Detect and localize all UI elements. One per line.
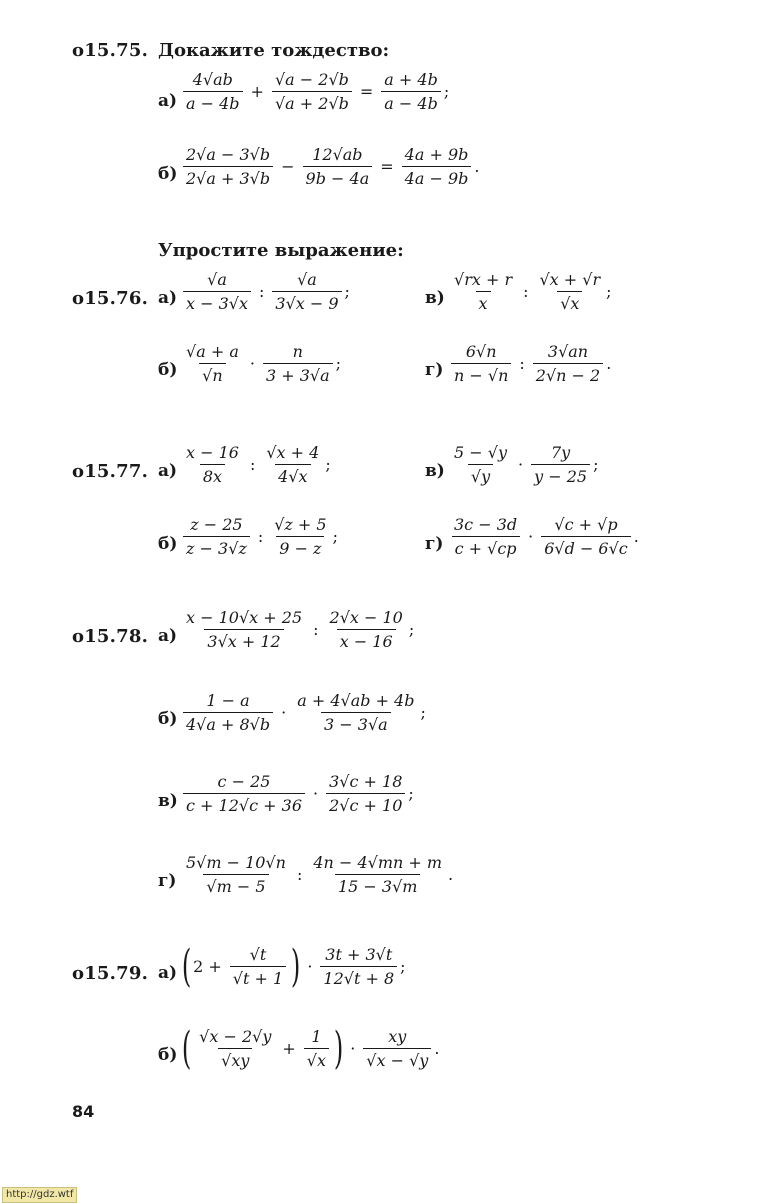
fraction: $\frac{√a - 2√b}{√a + 2√b}$: [272, 72, 352, 112]
item-label: а): [158, 963, 178, 983]
expression-15-78-a: $\frac{x - 10√x + 25}{3√x + 12}$ : $\frac{2√x - 10}{x - 16}$ ;: [186, 608, 415, 651]
item-label: б): [158, 360, 178, 380]
expression-15-78-b: $\frac{1 - a}{4√a + 8√b}$ · $\frac{a + 4√ab + 4b}{3 - 3√a}$ ;: [180, 693, 426, 733]
problem-number-15-79: o15.79.: [72, 963, 149, 984]
expression-15-77-v: $\frac{5 - √y}{√y}$ · $\frac{7y}{y - 25}$ ;: [454, 443, 599, 486]
item-label: г): [158, 871, 177, 891]
fraction: $\frac{4√ab}{a - 4b}$: [183, 72, 243, 112]
item-label: а): [158, 91, 178, 111]
item-label: в): [425, 461, 445, 481]
item-label: г): [425, 534, 444, 554]
fraction: $\frac{a + 4b}{a - 4b}$: [381, 72, 441, 112]
item-label: г): [425, 360, 444, 380]
item-label: в): [158, 791, 178, 811]
expression-15-79-b: ( $\frac{√x - 2√y}{√xy}$ + $\frac{1}{√x}$ ) · $\frac{xy}{√x - √y}$ .: [181, 1023, 440, 1074]
item-label: б): [158, 1045, 178, 1065]
expression-15-78-g: $\frac{5√m - 10√n}{√m - 5}$ : $\frac{4n - 4√mn + m}{15 - 3√m}$ .: [186, 853, 454, 896]
expression-15-76-a: $\frac{√a}{x - 3√x}$ : $\frac{√a}{3√x - 9}$ ;: [180, 272, 350, 312]
item-label: а): [158, 626, 178, 646]
section-heading-simplify: Упростите выражение:: [158, 240, 404, 261]
problem-number-15-75: o15.75.: [72, 40, 149, 61]
expression-15-76-b: $\frac{√a + a}{√n}$ · $\frac{n}{3 + 3√a}$ ;: [186, 342, 342, 385]
page-number: 84: [72, 1102, 95, 1121]
item-label: а): [158, 461, 178, 481]
expression-15-75-a: $\frac{4√ab}{a - 4b}$ + $\frac{√a - 2√b}{√a + 2√b}$ = $\frac{a + 4b}{a - 4b}$ ;: [180, 72, 449, 112]
item-label: б): [158, 164, 178, 184]
fraction: $\frac{12√ab}{9b - 4a}$: [303, 147, 373, 187]
expression-15-75-b: $\frac{2√a - 3√b}{2√a + 3√b}$ − $\frac{12√ab}{9b - 4a}$ = $\frac{4a + 9b}{4a - 9b}$ .: [180, 147, 479, 187]
expression-15-77-g: $\frac{3c - 3d}{c + √cp}$ · $\frac{√c + √p}{6√d - 6√c}$ .: [448, 517, 639, 557]
fraction: $\frac{4a + 9b}{4a - 9b}$: [402, 147, 472, 187]
problem-number-15-76: o15.76.: [72, 288, 149, 309]
item-label: б): [158, 534, 178, 554]
expression-15-76-g: $\frac{6√n}{n - √n}$ : $\frac{3√an}{2√n - 2}$ .: [448, 344, 611, 384]
watermark-link[interactable]: http://gdz.wtf: [2, 1187, 77, 1203]
problem-number-15-78: o15.78.: [72, 626, 149, 647]
expression-15-78-v: $\frac{c - 25}{c + 12√c + 36}$ · $\frac{3√c + 18}{2√c + 10}$ ;: [180, 774, 414, 814]
item-label: б): [158, 709, 178, 729]
expression-15-77-a: $\frac{x - 16}{8x}$ : $\frac{√x + 4}{4√x}$ ;: [186, 443, 331, 486]
item-label: в): [425, 288, 445, 308]
problem-number-15-77: o15.77.: [72, 461, 149, 482]
problem-heading-prove: Докажите тождество:: [158, 40, 390, 61]
expression-15-76-v: $\frac{√rx + r}{x}$ : $\frac{√x + √r}{√x}$ ;: [454, 270, 612, 313]
item-label: а): [158, 288, 178, 308]
expression-15-79-a: ( 2 + $\frac{√t}{√t + 1}$ ) · $\frac{3t + 3√t}{12√t + 8}$ ;: [181, 941, 406, 992]
expression-15-77-b: $\frac{z - 25}{z - 3√z}$ : $\frac{√z + 5}{9 - z}$ ;: [180, 517, 338, 557]
fraction: $\frac{2√a - 3√b}{2√a + 3√b}$: [183, 147, 273, 187]
